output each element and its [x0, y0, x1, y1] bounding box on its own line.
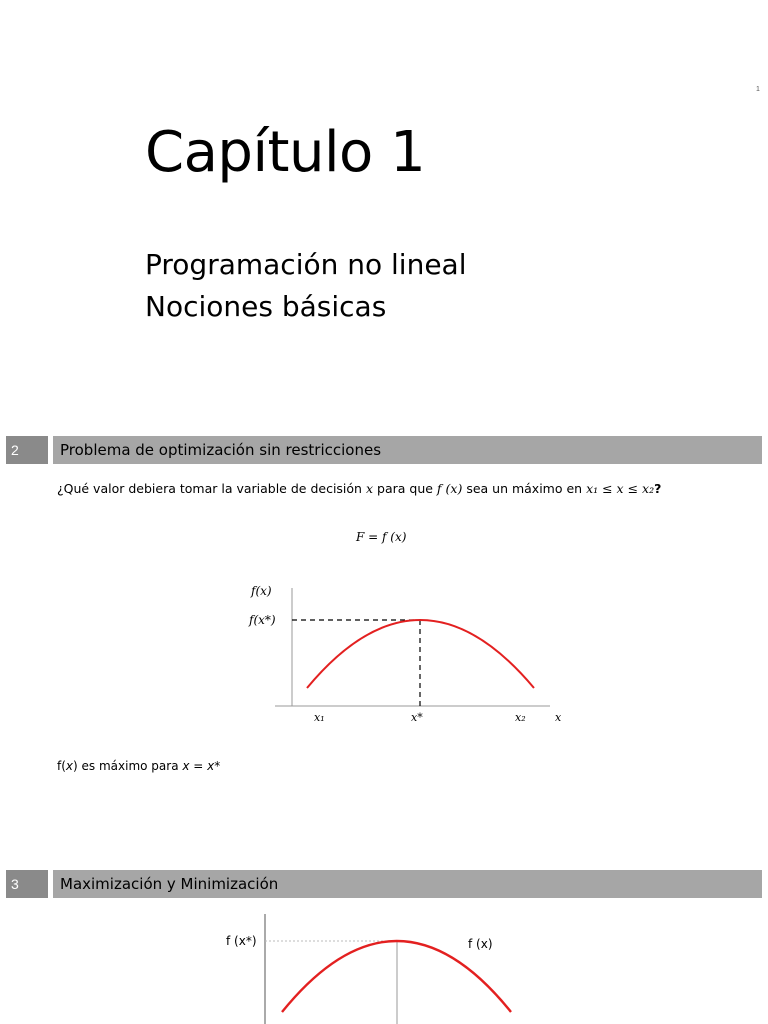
maximum-statement: f(x) es máximo para x = x*: [57, 759, 221, 773]
objective-formula: F = f (x): [356, 530, 407, 544]
x2-label: x₂: [515, 711, 526, 724]
x-axis-label: x: [555, 711, 562, 724]
optimization-question: ¿Qué valor debiera tomar la variable de decisión x para que f (x) sea un máximo en x₁ ≤ x ≤ x₂?: [57, 481, 662, 496]
slide-2-title: Problema de optimización sin restricciones: [53, 436, 762, 464]
max-value-label: f(x*): [249, 613, 276, 627]
y-axis-label: f(x): [251, 584, 272, 598]
maxmin-graph: [220, 910, 550, 1024]
xstar-label: x*: [411, 711, 423, 724]
slide-2-header: [6, 436, 762, 464]
chapter-subtitle: [145, 244, 467, 328]
slide-3-number: 3: [6, 870, 48, 898]
x1-label: x₁: [314, 711, 325, 724]
page-number: 1: [756, 86, 760, 93]
chapter-title: Capítulo 1: [145, 120, 426, 185]
subtitle-line-2: Nociones básicas: [145, 290, 387, 323]
maximum-graph: [240, 578, 580, 728]
curve-label: f (x): [468, 937, 493, 951]
max-value-label-2: f (x*): [226, 934, 257, 948]
slide-3-header: [6, 870, 762, 898]
slide-3-title: Maximización y Minimización: [53, 870, 762, 898]
slide-2-number: 2: [6, 436, 48, 464]
subtitle-line-1: Programación no lineal: [145, 248, 467, 281]
